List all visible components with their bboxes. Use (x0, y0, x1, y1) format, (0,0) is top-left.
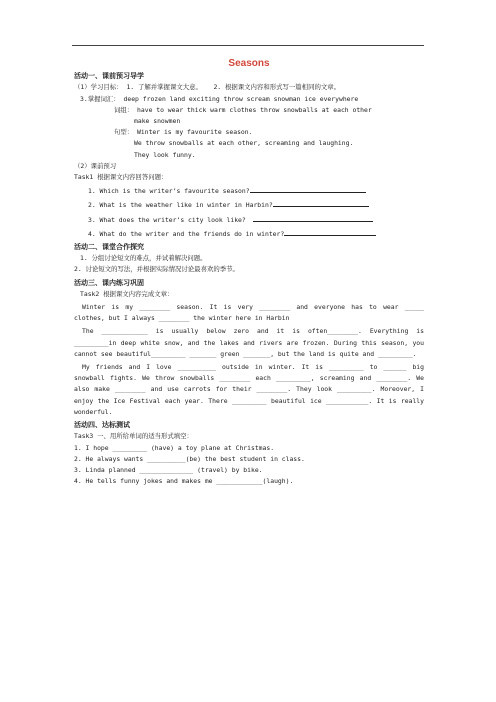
phrase-line (74, 105, 424, 116)
sentence-line (74, 127, 424, 138)
phrase-1: have to wear thick warm clothes throw snowballs at each other (137, 105, 372, 114)
vocab-label: 3.掌握词汇： (80, 94, 120, 103)
page-title: Seasons (228, 58, 270, 69)
task1-label: Task1 根据课文内容回答问题： (74, 173, 168, 182)
worksheet (74, 58, 424, 487)
sentence-label: 句型： (114, 128, 134, 137)
section-4-heading: 活动四、达标测试 (74, 421, 130, 430)
cloze-paragraph-2: The ____________ is usually below zero and it is often________. Everything is _________in deep white snow, and the lakes and rivers are frozen. During this season, you cannot see beautiful_________ _______ green _______, but the land is quite and _________. (74, 327, 424, 358)
cloze-paragraph-1: Winter is my ________ season. It is very ________ and everyone has to wear _____ clothes, but I always ________ the winter here in Harbin (74, 303, 424, 323)
section-3-heading: 活动三、课内练习巩固 (74, 278, 144, 287)
sentence-1: Winter is my favourite season. (137, 128, 253, 137)
exercise-2: 2. He always wants __________(be) the best student in class. (74, 454, 305, 463)
goal-1: 1. 了解并掌握课文大意。 (126, 83, 202, 92)
question-3: 3. What does the writer’s city look like? (74, 214, 424, 226)
cloze-paragraph-3: My friends and I love __________ outside in winter. It is _________ to ______ big snowball fights. We throw snowballs ________ each _________, screaming and ________. We also make ________ and use carrots for their ________. They look _________. Moreover, I enjoy the Ice Festival each year. There _________ beautiful ice ___________. It is really wonderful. (74, 363, 424, 416)
vocab-words: deep frozen land exciting throw scream snowman ice everywhere (123, 94, 359, 103)
exercise-4: 4. He tells funny jokes and makes me ____________(laugh). (74, 477, 294, 486)
discussion-item-2: 2. 讨论短文的写法，并根据实际情况讨论最喜欢的季节。 (74, 265, 239, 274)
header-rule (72, 45, 424, 46)
task2-label: Task2 根据课文内容完成文章： (80, 289, 174, 298)
exercise-3: 3. Linda planned ______________ (travel) by bike. (74, 465, 263, 474)
goal-label: （1）学习目标： (74, 83, 123, 92)
question-2: 2. What is the weather like in winter in Harbin? (74, 199, 424, 211)
section-2-heading: 活动二、课堂合作探究 (74, 243, 144, 252)
learning-goals (74, 82, 424, 93)
vocab-line (74, 94, 424, 105)
phrase-label: 词组： (114, 105, 134, 114)
preview-label: （2）课前预习 (74, 161, 117, 170)
sentence-3: They look funny. (134, 150, 196, 159)
section-1-heading: 活动一、课前预习导学 (74, 72, 144, 81)
task3-label: Task3 一、用所给单词的适当形式填空： (74, 432, 193, 441)
phrase-2: make snowmen (134, 117, 181, 126)
goal-2: 2. 根据课文内容和形式写一篇相同的文章。 (213, 83, 341, 92)
sentence-2: We throw snowballs at each other, screaming and laughing. (134, 139, 354, 148)
exercise-1: 1. I hope _________ (have) a toy plane at Christmas. (74, 443, 275, 452)
question-4: 4. What do the writer and the friends do in winter? (74, 228, 424, 240)
question-1: 1. Which is the writer’s favourite season? (74, 185, 424, 197)
discussion-item-1: 1. 分组讨论短文的难点，并试着解决问题。 (80, 254, 207, 263)
